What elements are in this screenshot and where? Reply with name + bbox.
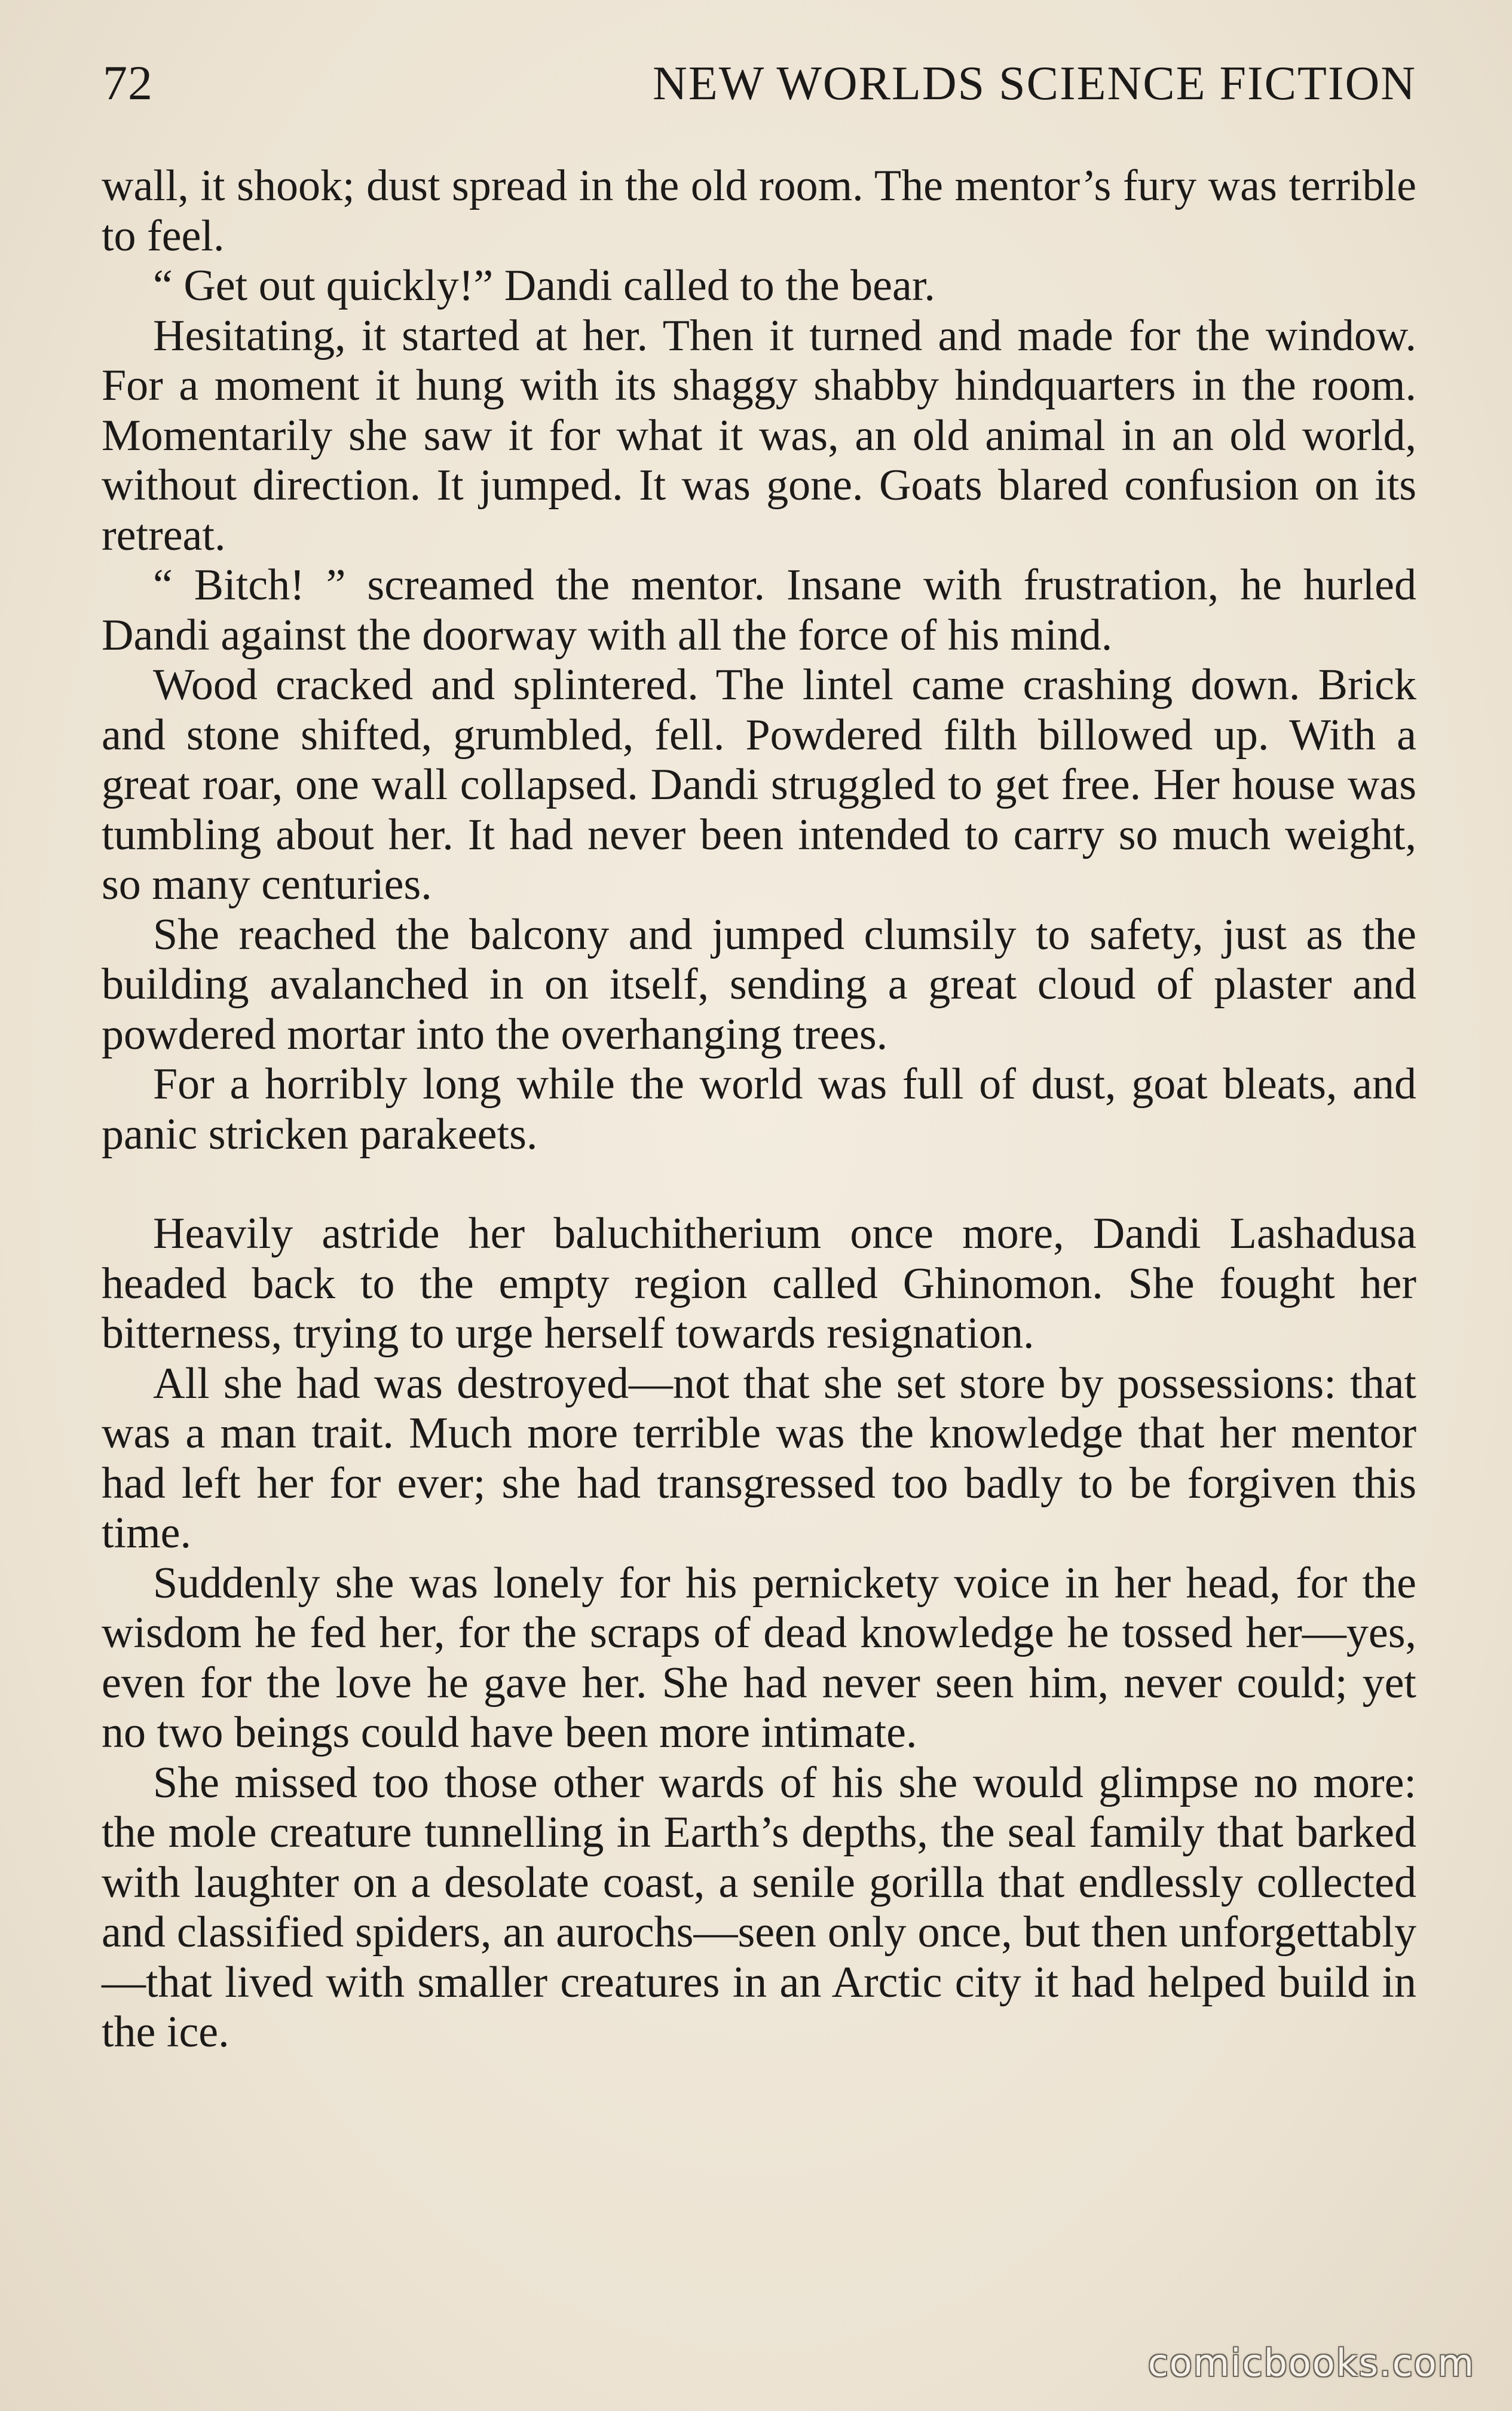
paragraph: She missed too those other wards of his she would glimpse no more: the mole creature tunnelling in Earth’s depths, the seal family that barked with laughter on a desolate coast, a senile gorilla that endlessly collected and classified spiders, an aurochs—seen only once, but then unforgettably—that lived with smaller creatures in an Arctic city it had helped build in the ice. (102, 1758, 1416, 2057)
running-head (103, 55, 1416, 121)
paragraph: “ Get out quickly!” Dandi called to the bear. (153, 261, 935, 310)
paragraph: Hesitating, it started at her. Then it turned and made for the window. For a moment it hung with its shaggy shabby hindquarters in the room. Momentarily she saw it for what it was, an old animal in an old world, without direction. It jumped. It was gone. Goats blared confusion on its retreat. (102, 311, 1416, 560)
paragraph: wall, it shook; dust spread in the old room. The mentor’s fury was terrible to feel. (102, 161, 1416, 261)
paragraph: Wood cracked and splintered. The lintel came crashing down. Brick and stone shifted, grumbled, fell. Powdered filth billowed up. With a great roar, one wall collapsed. Dandi struggled to get free. Her house was tumbling about her. It had never been intended to carry so much weight, so many centuries. (102, 660, 1416, 909)
story-text (102, 161, 1416, 2058)
paragraph: “ Bitch! ” screamed the mentor. Insane with frustration, he hurled Dandi against the doorway with all the force of his mind. (102, 561, 1416, 660)
paragraph: All she had was destroyed—not that she set store by possessions: that was a man trait. Much more terrible was the knowledge that her mentor had left her for ever; she had transgressed too badly to be forgiven this time. (102, 1359, 1416, 1558)
watermark-logo: comicbooks.com (1147, 2341, 1475, 2385)
paragraph: Heavily astride her baluchitherium once more, Dandi Lashadusa headed back to the empty region called Ghinomon. She fought her bitterness, trying to urge herself towards resignation. (102, 1209, 1416, 1358)
page-number: 72 (103, 56, 153, 110)
paragraph: Suddenly she was lonely for his pernickety voice in her head, for the wisdom he fed her, for the scraps of dead knowledge he tossed her—yes, even for the love he gave her. She had never seen him, never could; yet no two beings could have been more intimate. (102, 1558, 1416, 1757)
running-title: NEW WORLDS SCIENCE FICTION (653, 57, 1416, 110)
paragraph: For a horribly long while the world was full of dust, goat bleats, and panic stricken parakeets. (102, 1060, 1416, 1159)
paragraph: She reached the balcony and jumped clumsily to safety, just as the building avalanched in on itself, sending a great cloud of plaster and powdered mortar into the overhanging trees. (102, 910, 1416, 1059)
